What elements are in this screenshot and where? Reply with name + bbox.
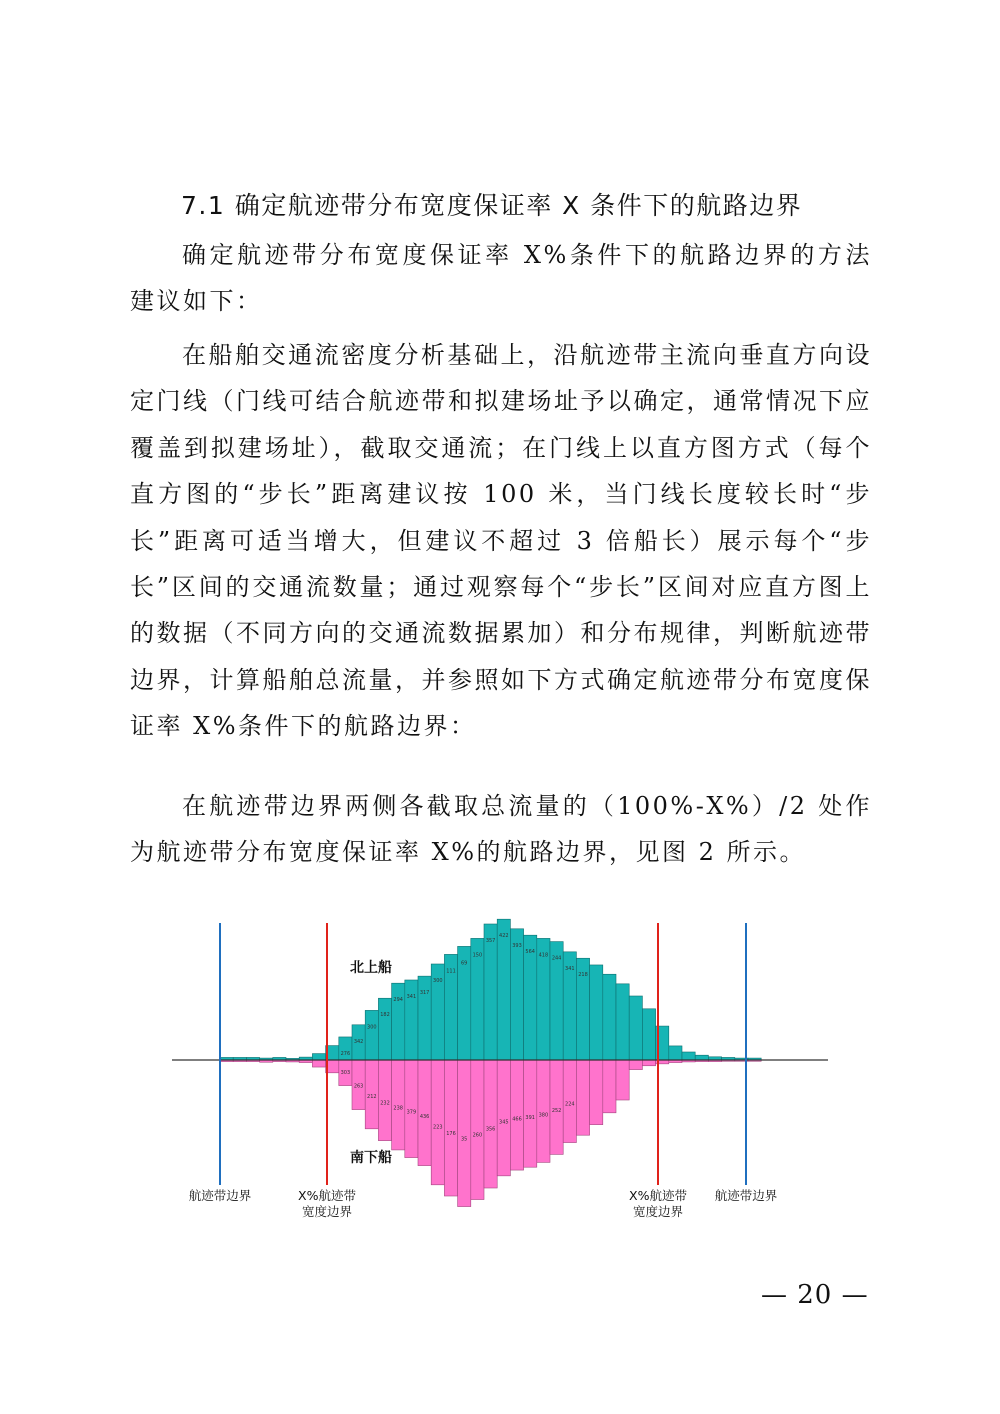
paragraph-boundary: 在航迹带边界两侧各截取总流量的（100%-X%）/2 处作为航迹带分布宽度保证率 X%的航路边界，见图 2 所示。 bbox=[130, 792, 872, 867]
south-bar bbox=[576, 1060, 589, 1135]
north-value-label: 341 bbox=[406, 994, 417, 1000]
north-bar bbox=[497, 919, 510, 1060]
south-bar bbox=[603, 1060, 616, 1113]
north-label: 北上船 bbox=[350, 960, 392, 976]
south-value-label: 176 bbox=[446, 1130, 456, 1137]
south-bar bbox=[629, 1060, 642, 1070]
south-value-label: 252 bbox=[551, 1107, 562, 1114]
north-value-label: 341 bbox=[565, 965, 575, 972]
north-bar bbox=[682, 1052, 695, 1060]
north-value-label: 342 bbox=[353, 1038, 364, 1045]
north-bar bbox=[365, 1010, 378, 1060]
north-value-label: 276 bbox=[340, 1050, 351, 1057]
north-bar bbox=[642, 1009, 655, 1060]
north-value-label: 300 bbox=[433, 978, 443, 984]
north-value-label: 317 bbox=[419, 990, 430, 997]
north-value-label: 422 bbox=[499, 933, 509, 940]
south-bar bbox=[616, 1060, 629, 1100]
north-bar bbox=[378, 998, 391, 1060]
north-value-label: 418 bbox=[538, 952, 549, 959]
north-value-label: 218 bbox=[578, 972, 588, 979]
south-value-label: 232 bbox=[380, 1100, 390, 1107]
page-number: — 20 — bbox=[761, 1280, 869, 1310]
south-bar bbox=[537, 1060, 550, 1162]
north-bar bbox=[590, 965, 603, 1060]
left-x-boundary-label-line2: 宽度边界 bbox=[301, 1204, 353, 1219]
south-value-label: 345 bbox=[499, 1119, 509, 1126]
traffic-histogram-figure bbox=[160, 895, 840, 1235]
north-bar bbox=[405, 980, 418, 1060]
north-value-label: 564 bbox=[525, 949, 535, 956]
south-bar bbox=[444, 1060, 457, 1196]
right-x-boundary-label-line2: 宽度边界 bbox=[632, 1204, 684, 1219]
north-value-label: 182 bbox=[380, 1012, 390, 1019]
north-bar bbox=[484, 924, 497, 1060]
right-x-boundary-label-line1: X%航迹带 bbox=[629, 1188, 687, 1203]
south-bar bbox=[431, 1060, 444, 1185]
north-value-label: 357 bbox=[485, 938, 496, 944]
south-value-label: 35 bbox=[461, 1136, 468, 1143]
paragraph-method: 在船舶交通流密度分析基础上，沿航迹带主流向垂直方向设定门线（门线可结合航迹带和拟建场址予以确定，通常情况下应覆盖到拟建场址），截取交通流；在门线上以直方图方式（每个直方图的“步长”距离建议按 100 米，当门线长度较长时“步长”距离可适当增大，但建议不超过 3 倍船长）展示每个“步长”区间的交通流数量；通过观察每个“步长”区间对应直方图上的数据（不同方向的交通流数据累加）和分布规律，判断航迹带边界，计算船舶总流量，并参照如下方式确定航迹带分布宽度保证率 X%条件下的航路边界： bbox=[130, 341, 872, 741]
south-bar bbox=[590, 1060, 603, 1125]
north-bar bbox=[629, 996, 642, 1060]
north-value-label: 69 bbox=[461, 960, 468, 967]
south-value-label: 212 bbox=[367, 1093, 377, 1100]
left-x-boundary-label-line1: X%航迹带 bbox=[298, 1188, 356, 1203]
south-value-label: 223 bbox=[433, 1124, 443, 1131]
south-bar bbox=[418, 1060, 431, 1166]
south-value-label: 263 bbox=[353, 1083, 364, 1090]
left-boundary-label: 航迹带边界 bbox=[188, 1188, 252, 1203]
south-bar bbox=[497, 1060, 510, 1176]
north-bar bbox=[616, 984, 629, 1060]
south-bar bbox=[484, 1060, 497, 1188]
north-value-label: 244 bbox=[551, 955, 562, 962]
paragraph-intro: 确定航迹带分布宽度保证率 X%条件下的航路边界的方法建议如下： bbox=[130, 241, 872, 316]
south-bar bbox=[510, 1060, 523, 1170]
south-value-label: 224 bbox=[565, 1101, 575, 1108]
south-value-label: 356 bbox=[485, 1126, 496, 1133]
south-value-label: 436 bbox=[419, 1114, 430, 1121]
south-value-label: 379 bbox=[406, 1109, 417, 1116]
north-bar bbox=[392, 983, 405, 1060]
south-bar bbox=[642, 1060, 655, 1066]
south-value-label: 303 bbox=[340, 1070, 351, 1077]
north-bar bbox=[603, 974, 616, 1060]
histogram-bars bbox=[220, 919, 761, 1206]
section-heading: 7.1 确定航迹带分布宽度保证率 X 条件下的航路边界 bbox=[181, 191, 803, 220]
north-bar bbox=[669, 1046, 682, 1060]
north-value-label: 393 bbox=[512, 942, 522, 949]
north-value-label: 111 bbox=[446, 968, 456, 975]
south-value-label: 391 bbox=[525, 1114, 535, 1121]
south-value-label: 260 bbox=[472, 1132, 483, 1139]
north-value-label: 300 bbox=[367, 1024, 377, 1031]
north-value-label: 294 bbox=[393, 997, 403, 1004]
south-label: 南下船 bbox=[350, 1150, 392, 1166]
south-bar bbox=[471, 1060, 484, 1200]
north-bar bbox=[418, 976, 431, 1060]
south-bar bbox=[524, 1060, 537, 1167]
south-value-label: 238 bbox=[393, 1105, 403, 1112]
north-value-label: 150 bbox=[472, 952, 483, 959]
south-value-label: 380 bbox=[538, 1112, 549, 1119]
right-boundary-label: 航迹带边界 bbox=[714, 1188, 778, 1203]
north-bar bbox=[312, 1054, 325, 1060]
south-bar bbox=[312, 1060, 325, 1067]
north-bar bbox=[695, 1055, 708, 1060]
south-bar bbox=[458, 1060, 471, 1207]
south-value-label: 466 bbox=[512, 1116, 522, 1123]
